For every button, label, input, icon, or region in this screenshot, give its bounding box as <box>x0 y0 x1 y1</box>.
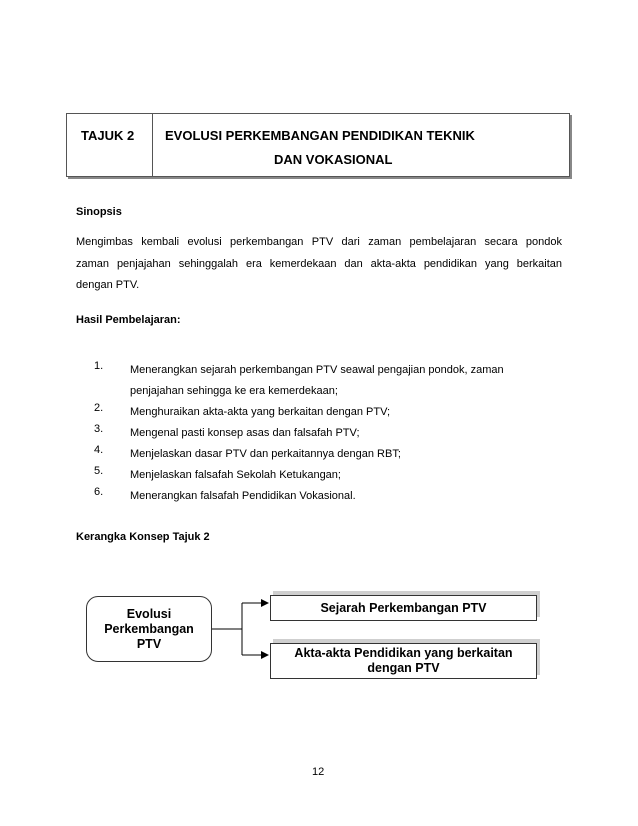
learning-outcomes-heading: Hasil Pembelajaran: <box>76 314 181 326</box>
list-text: Menerangkan falsafah Pendidikan Vokasional. <box>130 490 356 502</box>
list-number: 3. <box>94 423 104 435</box>
list-item <box>76 402 562 423</box>
topic-code: TAJUK 2 <box>81 128 135 143</box>
list-number: 4. <box>94 444 104 456</box>
list-number: 5. <box>94 465 104 477</box>
concept-branch1-box <box>270 595 537 621</box>
concept-branch2-line: dengan PTV <box>367 661 440 675</box>
synopsis-line: zaman penjajahan sehinggalah era kemerdekaan dan akta-akta pendidikan yang berkaitan <box>76 257 562 270</box>
concept-branch2-line: Akta-akta Pendidikan yang berkaitan <box>294 646 513 660</box>
synopsis-line: Mengimbas kembali evolusi perkembangan PTV dari zaman pembelajaran secara pondok <box>76 236 562 248</box>
list-number: 6. <box>94 486 104 498</box>
learning-outcomes-list <box>76 360 562 507</box>
list-item <box>76 423 562 444</box>
list-text: Mengenal pasti konsep asas dan falsafah PTV; <box>130 427 360 439</box>
topic-header-table <box>66 113 570 177</box>
list-number: 2. <box>94 402 104 414</box>
page-number: 12 <box>312 766 325 778</box>
topic-title-line1: EVOLUSI PERKEMBANGAN PENDIDIKAN TEKNIK <box>165 128 475 143</box>
concept-center-line: Evolusi <box>126 606 172 621</box>
list-text: Menghuraikan akta-akta yang berkaitan dengan PTV; <box>130 406 391 418</box>
list-text: Menerangkan sejarah perkembangan PTV seawal pengajian pondok, zaman <box>130 364 504 376</box>
list-number: 1. <box>94 360 104 372</box>
synopsis-heading: Sinopsis <box>76 206 122 218</box>
list-item <box>76 465 562 486</box>
concept-center-box <box>86 596 212 662</box>
topic-code-cell <box>67 114 153 176</box>
list-text: Menjelaskan dasar PTV dan perkaitannya dengan RBT; <box>130 448 401 460</box>
concept-framework-heading: Kerangka Konsep Tajuk 2 <box>76 531 210 543</box>
list-text: Menjelaskan falsafah Sekolah Ketukangan; <box>130 469 341 481</box>
list-item <box>76 444 562 465</box>
synopsis-line: dengan PTV. <box>76 279 140 291</box>
list-text-continued: penjajahan sehingga ke era kemerdekaan; <box>130 385 338 397</box>
list-item <box>76 486 562 507</box>
concept-center-line: PTV <box>136 636 162 651</box>
synopsis-paragraph <box>76 232 562 297</box>
list-item <box>76 360 562 402</box>
concept-branch1-label: Sejarah Perkembangan PTV <box>320 600 487 615</box>
topic-title-line2: DAN VOKASIONAL <box>274 152 393 167</box>
concept-branch2-box <box>270 643 537 679</box>
concept-center-line: Perkembangan <box>104 621 194 636</box>
